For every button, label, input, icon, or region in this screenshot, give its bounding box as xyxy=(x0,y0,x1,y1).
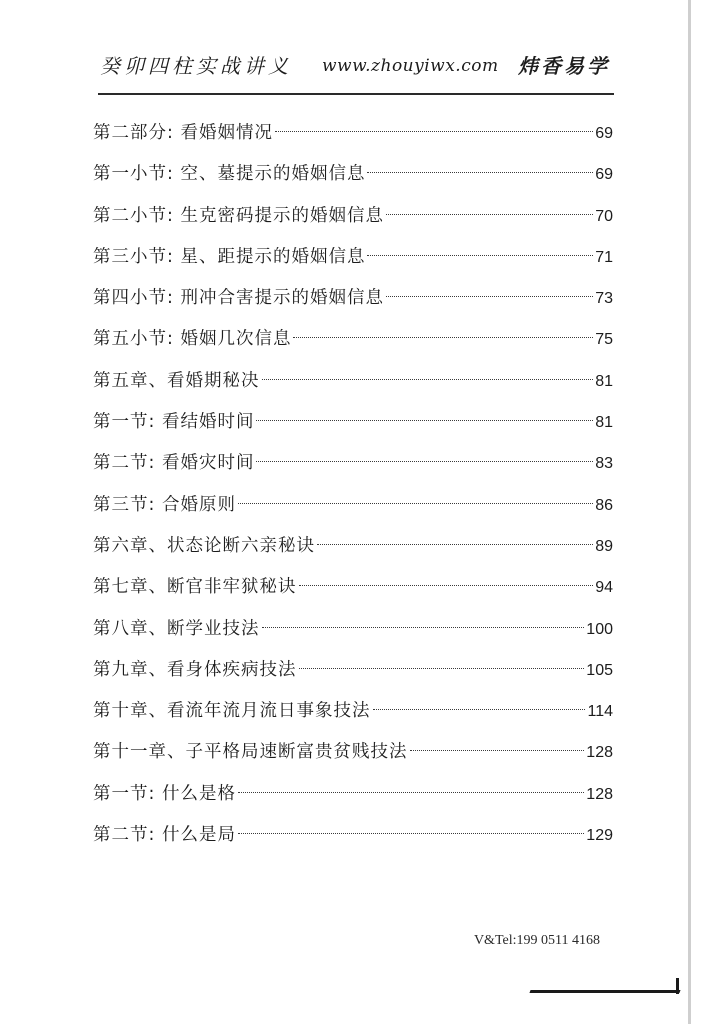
header-book-title: 癸卯四柱实战讲义 xyxy=(100,54,292,78)
toc-entry-title: 第十一章、子平格局速断富贵贫贱技法 xyxy=(93,742,408,763)
toc-entry[interactable] xyxy=(93,815,613,856)
toc-entry[interactable] xyxy=(93,567,613,608)
toc-entry-page: 70 xyxy=(595,207,613,225)
toc-entry[interactable] xyxy=(93,278,613,319)
toc-entry[interactable] xyxy=(93,154,613,195)
toc-dot-leader xyxy=(367,172,593,173)
table-of-contents xyxy=(93,113,613,856)
toc-entry-title: 第三节: 合婚原则 xyxy=(93,494,236,515)
toc-entry-page: 81 xyxy=(595,372,613,390)
toc-entry-page: 86 xyxy=(595,496,613,514)
toc-entry-title: 第十章、看流年流月流日事象技法 xyxy=(93,701,371,722)
toc-entry[interactable] xyxy=(93,691,613,732)
toc-entry-page: 94 xyxy=(595,579,613,597)
toc-dot-leader xyxy=(386,296,593,297)
toc-entry-page: 75 xyxy=(595,331,613,349)
toc-entry[interactable] xyxy=(93,526,613,567)
toc-entry-page: 69 xyxy=(595,166,613,184)
toc-entry[interactable] xyxy=(93,361,613,402)
toc-entry[interactable] xyxy=(93,113,613,154)
toc-entry-title: 第二小节: 生克密码提示的婚姻信息 xyxy=(93,205,384,226)
toc-entry-title: 第六章、状态论断六亲秘诀 xyxy=(93,535,315,556)
toc-entry-page: 105 xyxy=(586,661,613,679)
toc-entry-page: 71 xyxy=(595,248,613,266)
toc-dot-leader xyxy=(238,503,593,504)
toc-entry-title: 第八章、断学业技法 xyxy=(93,618,260,639)
toc-dot-leader xyxy=(386,214,593,215)
toc-entry[interactable] xyxy=(93,237,613,278)
footer-contact: V&Tel:199 0511 4168 xyxy=(473,933,600,948)
toc-dot-leader xyxy=(275,131,593,132)
toc-entry-title: 第九章、看身体疾病技法 xyxy=(93,659,297,680)
toc-dot-leader xyxy=(238,833,584,834)
toc-entry[interactable] xyxy=(93,319,613,360)
toc-entry[interactable] xyxy=(93,732,613,773)
toc-entry[interactable] xyxy=(93,774,613,815)
toc-dot-leader xyxy=(256,420,593,421)
toc-entry-page: 69 xyxy=(595,125,613,142)
toc-entry-title: 第三小节: 星、距提示的婚姻信息 xyxy=(93,246,366,267)
toc-dot-leader xyxy=(262,627,585,628)
toc-dot-leader xyxy=(367,255,593,256)
toc-entry[interactable] xyxy=(93,485,613,526)
toc-entry-page: 81 xyxy=(595,414,613,432)
toc-dot-leader xyxy=(262,379,594,380)
toc-entry-page: 128 xyxy=(586,785,613,803)
header-website: www.zhouyiwx.com xyxy=(322,56,499,76)
toc-entry-title: 第一小节: 空、墓提示的婚姻信息 xyxy=(93,164,366,185)
toc-dot-leader xyxy=(256,461,593,462)
toc-entry-page: 100 xyxy=(586,620,613,638)
toc-entry-page: 114 xyxy=(587,703,613,721)
toc-entry[interactable] xyxy=(93,402,613,443)
toc-entry-title: 第二节: 什么是局 xyxy=(93,825,236,846)
scan-edge xyxy=(688,0,691,1024)
toc-entry-title: 第二节: 看婚灾时间 xyxy=(93,453,255,474)
toc-entry[interactable] xyxy=(93,443,613,484)
toc-dot-leader xyxy=(293,337,593,338)
footer-rule-tick xyxy=(676,978,679,994)
toc-entry-page: 83 xyxy=(595,455,613,473)
toc-entry-page: 128 xyxy=(586,744,613,762)
toc-entry[interactable] xyxy=(93,609,613,650)
toc-entry-page: 73 xyxy=(595,290,613,308)
toc-entry-title: 第四小节: 刑冲合害提示的婚姻信息 xyxy=(93,288,384,309)
toc-entry-title: 第七章、断官非牢狱秘诀 xyxy=(93,577,297,598)
toc-dot-leader xyxy=(373,709,586,710)
header-divider xyxy=(98,93,614,95)
toc-entry-title: 第五小节: 婚姻几次信息 xyxy=(93,329,292,350)
toc-entry-title: 第一节: 什么是格 xyxy=(93,783,236,804)
page-header xyxy=(100,50,610,82)
toc-entry-page: 89 xyxy=(595,537,613,555)
toc-dot-leader xyxy=(410,750,585,751)
toc-entry[interactable] xyxy=(93,650,613,691)
toc-dot-leader xyxy=(299,668,585,669)
toc-entry-page: 129 xyxy=(586,827,613,845)
toc-dot-leader xyxy=(317,544,593,545)
footer-rule xyxy=(529,990,680,993)
toc-entry-title: 第一节: 看结婚时间 xyxy=(93,412,255,433)
toc-entry-title: 第五章、看婚期秘决 xyxy=(93,370,260,391)
toc-entry-title: 第二部分: 看婚姻情况 xyxy=(93,123,273,143)
toc-entry[interactable] xyxy=(93,196,613,237)
toc-dot-leader xyxy=(299,585,594,586)
toc-dot-leader xyxy=(238,792,584,793)
header-brand: 炜香易学 xyxy=(518,54,610,78)
